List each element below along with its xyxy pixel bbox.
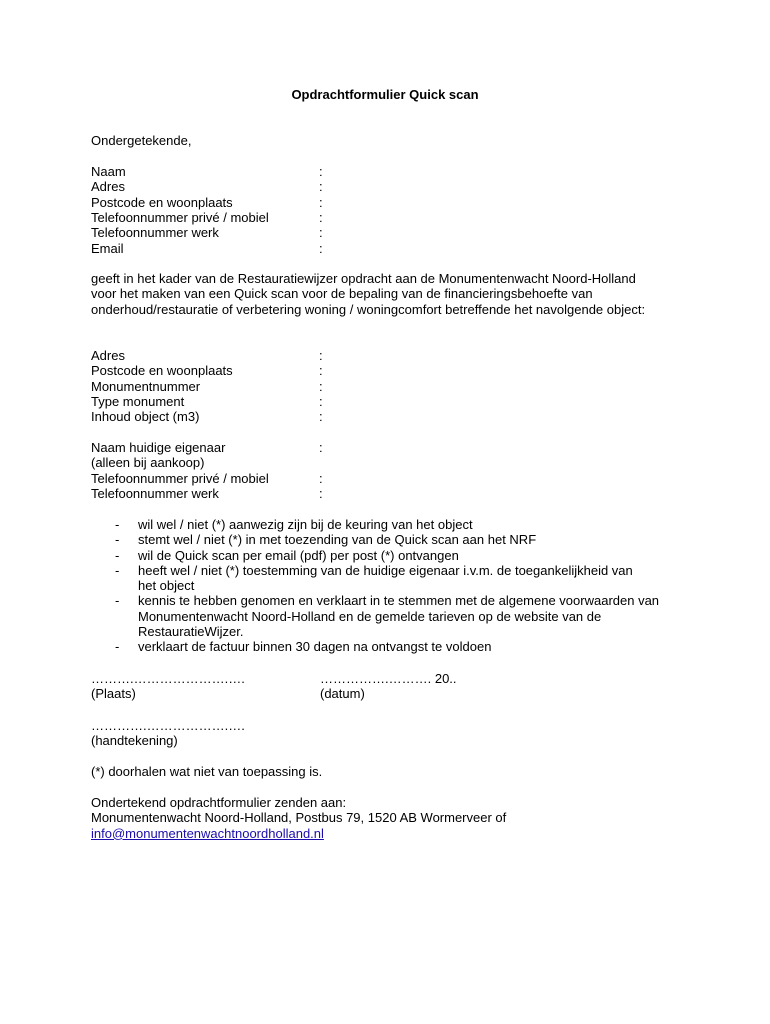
signature-label: (handtekening) [91, 733, 178, 749]
bullet-dash: - [115, 639, 120, 655]
field-row [91, 348, 391, 363]
field-row [91, 241, 391, 256]
field-label: Monumentnummer [91, 378, 201, 394]
list-item: - wil wel / niet (*) aanwezig zijn bij de keuring van het object [115, 517, 473, 532]
field-colon: : [319, 470, 323, 486]
field-label: Telefoonnummer werk [91, 225, 219, 241]
field-row [91, 440, 391, 455]
field-row [91, 225, 391, 240]
field-colon: : [319, 240, 323, 256]
field-row [91, 486, 391, 501]
list-item: - heeft wel / niet (*) toestemming van de huidige eigenaar i.v.m. de toegankelijkheid van het object [115, 562, 633, 594]
field-label: Telefoonnummer werk [91, 485, 219, 501]
bullet-dash: - [115, 532, 120, 548]
bullet-dash: - [115, 517, 120, 532]
list-item: - verklaart de factuur binnen 30 dagen na ontvangst te voldoen [115, 639, 492, 655]
field-colon: : [319, 209, 323, 225]
field-row [91, 471, 391, 486]
field-label: Type monument [91, 393, 185, 409]
place-field[interactable] [91, 671, 245, 702]
field-label: Telefoonnummer privé / mobiel [91, 209, 269, 225]
intro-paragraph: geeft in het kader van de Restauratiewijzer opdracht aan de Monumentenwacht Noord-Holland voor het maken van een Quick scan voor de bepaling van de financieringsbehoefte van onderhoud/restauratie of verbetering woning / woningcomfort betreffende het navolgende object: [91, 271, 646, 317]
list-item: - stemt wel / niet (*) in met toezending van de Quick scan aan het NRF [115, 532, 537, 548]
field-label: (alleen bij aankoop) [91, 455, 205, 471]
place-label: (Plaats) [91, 686, 136, 702]
field-label: Postcode en woonplaats [91, 194, 233, 210]
date-label: (datum) [320, 686, 365, 702]
field-row [91, 164, 391, 179]
field-colon: : [319, 225, 323, 241]
field-colon: : [319, 194, 323, 210]
field-row [91, 379, 391, 394]
field-colon: : [319, 485, 323, 501]
signature-dots: ………….……………….…. [91, 718, 245, 733]
page-title: Opdrachtformulier Quick scan [291, 87, 479, 102]
send-to-heading: Ondertekend opdrachtformulier zenden aan: [91, 795, 347, 810]
send-to-address: Monumentenwacht Noord-Holland, Postbus 79, 1520 AB Wormerveer of [91, 810, 507, 826]
date-field[interactable] [320, 671, 457, 702]
field-row [91, 179, 391, 194]
field-row [91, 195, 391, 210]
bullet-dash: - [115, 547, 120, 563]
greeting: Ondergetekende, [91, 133, 192, 148]
list-item: - wil de Quick scan per email (pdf) per post (*) ontvangen [115, 547, 459, 563]
list-item: - kennis te hebben genomen en verklaart in te stemmen met de algemene voorwaarden van Monumentenwacht Noord-Holland en de gemelde tarieven op de website van de RestauratieWijzer. [115, 593, 660, 640]
field-colon: : [319, 164, 323, 179]
declaration-list [91, 517, 691, 655]
field-label: Telefoonnummer privé / mobiel [91, 470, 269, 486]
field-note [91, 455, 391, 470]
field-label: Adres [91, 179, 125, 195]
field-row [91, 210, 391, 225]
field-label: Adres [91, 348, 125, 363]
field-row [91, 363, 391, 378]
field-label: Email [91, 240, 124, 256]
field-label: Postcode en woonplaats [91, 363, 233, 379]
signature-field[interactable] [91, 718, 245, 749]
field-row [91, 409, 391, 424]
field-colon: : [319, 393, 323, 409]
field-colon: : [319, 440, 323, 455]
field-colon: : [319, 378, 323, 394]
field-colon: : [319, 409, 323, 425]
date-dots: …………….………. 20.. [320, 671, 457, 686]
footnote: (*) doorhalen wat niet van toepassing is. [91, 764, 323, 779]
field-colon: : [319, 348, 323, 363]
field-colon: : [319, 179, 323, 195]
bullet-dash: - [115, 593, 120, 609]
place-dots: ……….………………….…. [91, 671, 245, 686]
field-label: Inhoud object (m3) [91, 409, 200, 425]
bullet-dash: - [115, 562, 120, 578]
field-row [91, 394, 391, 409]
field-label: Naam [91, 164, 126, 179]
field-colon: : [319, 363, 323, 379]
email-link[interactable]: info@monumentenwachtnoordholland.nl [91, 825, 324, 841]
field-label: Naam huidige eigenaar [91, 440, 226, 455]
